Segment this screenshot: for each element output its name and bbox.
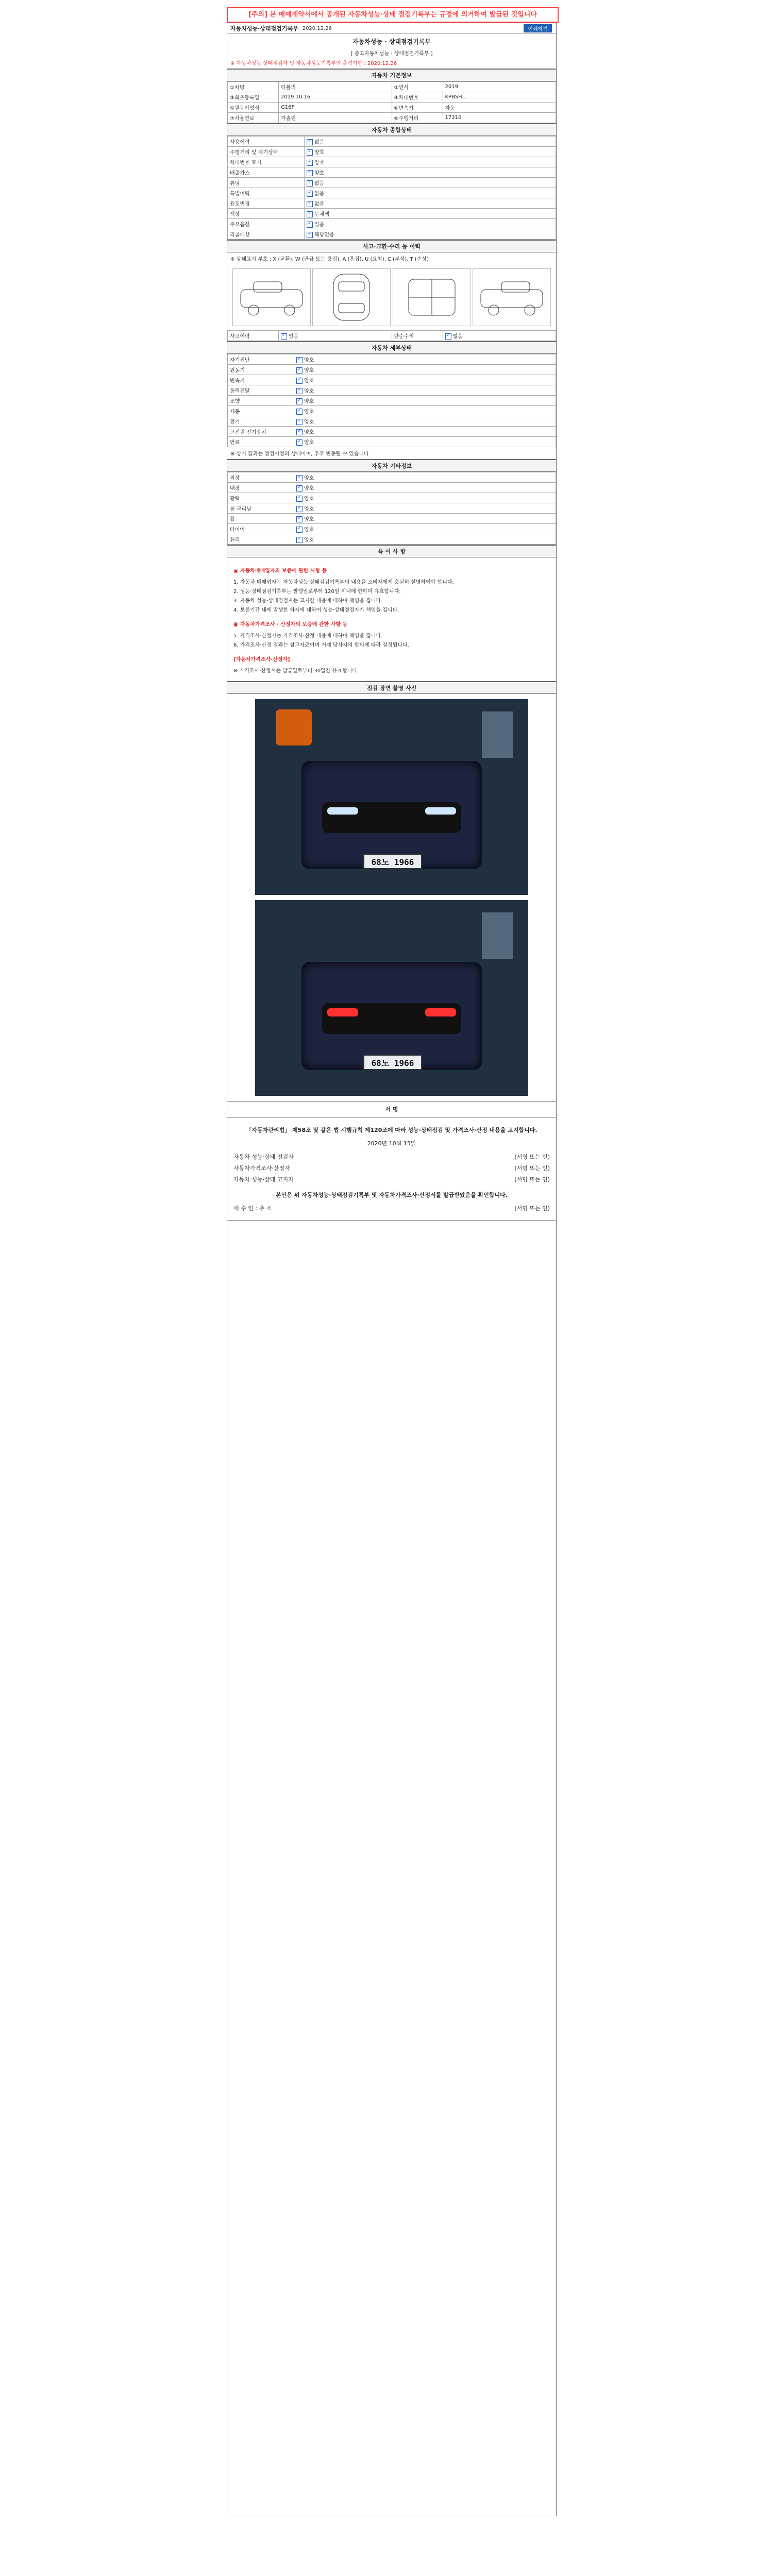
condition-label-7: 용도변경 [228,198,305,209]
detail-category-3: 변속기 [228,375,294,385]
condition-header: 자동차 종합상태 [227,124,556,136]
detail-category-4: 동력전달 [228,385,294,396]
car-bottom-diagram [393,268,471,326]
detail-note: ※ 상기 결과는 점검시점의 상태이며, 추후 변동될 수 있습니다 [230,451,369,457]
condition-value-8: ✓ 무채색 [305,209,556,219]
photo-title: 점검 장면 촬영 사진 [227,682,556,694]
price-line-2: 6. 가격조사·산정 결과는 참고자료이며 거래 당사자의 합의에 따라 결정됩니다. [233,642,409,648]
detail-status-5: ✓ 양호 [294,396,556,406]
basic-label-6: ⑥변속기 [392,103,443,113]
condition-value-4: ✓ 양호 [305,167,556,178]
check-icon [296,485,303,492]
car-side-icon [476,272,548,323]
signature-date: 2020년 10월 15일 [367,1140,416,1147]
detail-category-8: 고전원 전기장치 [228,427,294,437]
price-row [233,1164,550,1172]
detail-header: 자동차 세부상태 [227,342,556,354]
car-side-right-diagram [473,268,551,326]
condition-value-9: ✓ 있음 [305,219,556,229]
front-license-plate: 68노 1966 [363,854,422,869]
condition-label-1: 사용이력 [228,137,305,147]
basic-label-4: ④차대번호 [392,92,443,103]
check-icon [307,222,313,228]
basic-info-table [227,81,556,123]
check-icon [307,149,313,156]
detail-category-1: 자기진단 [228,354,294,365]
condition-label-3: 차대번호 표기 [228,157,305,167]
price-line-3: ※ 가격조사·산정서는 발급일로부터 30일간 유효합니다. [233,668,359,674]
other-header: 자동차 기타정보 [227,460,556,472]
basic-value-6: 자동 [443,103,556,113]
condition-label-10: 리콜대상 [228,229,305,240]
condition-label-9: 주요옵션 [228,219,305,229]
check-icon [307,232,313,238]
condition-value-3: ✓ 양호 [305,157,556,167]
check-icon [307,180,313,187]
seller-label: 자동차 성능·상태 고지자 [233,1176,294,1183]
detail-category-5: 조향 [228,396,294,406]
detail-status-1: ✓ 양호 [294,354,556,365]
check-icon [296,506,303,512]
condition-value-6: ✓ 없음 [305,188,556,198]
detail-status-8: ✓ 양호 [294,427,556,437]
check-icon [307,191,313,197]
detail-status-3: ✓ 양호 [294,375,556,385]
detail-status-2: ✓ 양호 [294,365,556,375]
condition-label-8: 색상 [228,209,305,219]
signature-body [227,1117,556,1221]
check-icon [296,475,303,481]
car-side-left-diagram [232,268,311,326]
basic-label-7: ⑦사용연료 [228,113,279,123]
taillight-left [327,1008,358,1016]
performer-label: 자동차 성능·상태 점검자 [233,1154,294,1160]
detail-section [227,342,556,460]
top-line [227,23,556,34]
detail-category-7: 전기 [228,416,294,427]
accident-label: 사고이력 [228,331,279,341]
check-icon [296,496,303,502]
check-icon [445,333,451,340]
top-title: 자동차성능·상태점검기록부 [230,25,298,32]
document-subtitle: [ 중고자동차성능 · 상태점검기록부 ] [350,51,433,57]
guarantee-heading-3: [자동차가격조사·산정자] [233,657,290,663]
basic-value-2: 2019 [443,82,556,92]
garage-wall [482,711,513,758]
other-section [227,460,556,545]
detail-status-9: ✓ 양호 [294,437,556,447]
document-header [227,34,556,69]
other-item-3: 광택 [228,493,294,503]
condition-value-10: ✓ 해당없음 [305,229,556,240]
top-date: 2020.12.26 [302,25,332,31]
car-tailgate [322,1003,461,1034]
car-top-diagram [312,268,391,326]
taillight-right [425,1008,456,1016]
check-icon [296,516,303,522]
check-icon [296,439,303,446]
car-side-icon [236,272,308,323]
guarantee-line-1: 1. 자동차 매매업자는 자동차성능·상태점검기록부의 내용을 소비자에게 충실히 설명하여야 합니다. [233,580,454,585]
condition-value-5: ✓ 없음 [305,178,556,188]
other-item-2: 내장 [228,483,294,493]
condition-value-2: ✓ 양호 [305,147,556,157]
car-diagrams [227,264,556,330]
detail-category-6: 제동 [228,406,294,416]
accident-value: ✓ 없음 [279,331,392,341]
basic-label-2: ②연식 [392,82,443,92]
price-line-1: 5. 가격조사·산정자는 가격조사·산정 내용에 대하여 책임을 집니다. [233,633,383,639]
check-icon [296,378,303,384]
check-icon [296,537,303,543]
simple-repair-label: 단순수리 [392,331,443,341]
detail-status-7: ✓ 양호 [294,416,556,427]
detail-table [227,354,556,447]
check-icon [307,170,313,176]
check-icon [296,388,303,394]
basic-label-3: ③최초등록일 [228,92,279,103]
check-icon [296,429,303,435]
rear-license-plate: 68노 1966 [363,1055,422,1070]
buyer-sign: (서명 또는 인) [514,1205,550,1212]
condition-value-7: ✓ 없음 [305,198,556,209]
check-icon [307,160,313,166]
other-item-1: 외장 [228,472,294,483]
headlight-right [425,807,456,815]
document-title: 자동차성능 · 상태점검기록부 [352,38,431,45]
basic-value-4: KPBSH... [443,92,556,103]
other-item-7: 유리 [228,534,294,545]
condition-table [227,136,556,240]
signature-title: 서 명 [227,1101,556,1117]
car-top-icon [315,272,388,323]
damage-legend: ※ 상태표시 부호 : X (교환), W (판금 또는 용접), A (흠집), U (요철), C (부식), T (손상) [230,257,429,262]
guarantee-line-3: 3. 자동차 성능·상태점검자는 고지한 내용에 대하여 책임을 집니다. [233,598,383,604]
other-item-5: 휠 [228,514,294,524]
check-icon [296,398,303,404]
top-notice-banner: [주의] 본 매매계약서에서 공개된 자동차성능·상태 점검기록부는 규정에 의거하여 발급된 것입니다 [227,7,559,23]
other-table: 외장 ✓ 양호 내장 ✓ 양호 광택 ✓ 양호 룸 크리닝 ✓ 양호 휠 ✓ 양호 타이어 ✓ 양호 유리 ✓ 양호 [227,472,556,545]
condition-value-1: ✓ 없음 [305,137,556,147]
car-grille [322,802,461,833]
basic-value-7: 가솔린 [279,113,392,123]
special-notes-section [227,545,556,682]
seller-row [233,1175,550,1183]
detail-category-2: 원동기 [228,365,294,375]
accident-summary-table [227,330,556,341]
car-underbody-icon [396,272,468,323]
condition-label-6: 특별이력 [228,188,305,198]
guarantee-line-4: 4. 보증기간 내에 발생한 하자에 대하여 성능·상태점검자가 책임을 집니다. [233,607,399,613]
performer-sign: (서명 또는 인) [514,1154,550,1160]
damage-header: 사고·교환·수리 등 이력 [227,240,556,252]
guarantee-heading-1: ▣ 자동차매매업자의 보증에 관한 사항 등 [233,568,327,574]
performer-row [233,1153,550,1161]
special-notes-title: 특 이 사 항 [227,545,556,557]
check-icon [296,419,303,425]
performance-record-document [227,23,557,2516]
simple-repair-value: ✓ 없음 [443,331,556,341]
photo-section [227,682,556,1101]
condition-section [227,124,556,240]
other-item-6: 타이어 [228,524,294,534]
check-icon [307,201,313,207]
detail-status-4: ✓ 양호 [294,385,556,396]
signature-statement: 「자동차관리법」 제58조 및 같은 법 시행규칙 제120조에 따라 성능·상태점검 및 가격조사·산정 내용을 고지합니다. [246,1127,537,1133]
basic-info-header: 자동차 기본정보 [227,69,556,81]
price-sign: (서명 또는 인) [514,1165,550,1172]
detail-status-6: ✓ 양호 [294,406,556,416]
guarantee-heading-2: ▣ 자동차가격조사 · 산정자의 보증에 관한 사항 등 [233,622,348,628]
other-item-4: 룸 크리닝 [228,503,294,514]
check-icon [296,409,303,415]
rear-vehicle-photo [255,900,528,1096]
condition-label-5: 튜닝 [228,178,305,188]
basic-label-1: ①차명 [228,82,279,92]
basic-value-5: G16F [279,103,392,113]
basic-value-3: 2019.10.16 [279,92,392,103]
document-notice-line: ※ 자동차성능·상태점검자 및 자동차성능기록부의 출력기한 : 2020.12.26 [230,61,397,66]
seller-sign: (서명 또는 인) [514,1176,550,1183]
print-button[interactable]: 인쇄하기 [524,24,552,32]
signature-section [227,1101,556,1221]
check-icon [281,333,287,340]
front-vehicle-photo [255,699,528,895]
damage-section [227,240,556,342]
check-icon [296,527,303,533]
garage-wall [482,912,513,959]
buyer-label: 매 수 인 : 주 소 [233,1205,272,1212]
detail-category-9: 연료 [228,437,294,447]
special-notes-body [227,557,556,681]
check-icon [296,357,303,363]
basic-value-1: 티볼리 [279,82,392,92]
garage-sign [276,709,312,745]
basic-label-5: ⑤원동기형식 [228,103,279,113]
check-icon [307,139,313,145]
basic-label-8: ⑧주행거리 [392,113,443,123]
check-icon [296,367,303,374]
signature-bottom-note: 본인은 위 자동차성능·상태점검기록부 및 자동차가격조사·산정서를 발급받았음을 확인합니다. [276,1192,508,1198]
basic-value-8: 17310 [443,113,556,123]
headlight-left [327,807,358,815]
check-icon [307,211,313,217]
condition-label-2: 주행거리 및 계기상태 [228,147,305,157]
guarantee-line-2: 2. 성능·상태점검기록부는 발행일로부터 120일 이내에 한하여 유효합니다. [233,589,401,595]
condition-label-4: 배출가스 [228,167,305,178]
basic-info-section [227,69,556,124]
price-label: 자동차가격조사·산정자 [233,1165,290,1172]
buyer-row [233,1204,550,1212]
